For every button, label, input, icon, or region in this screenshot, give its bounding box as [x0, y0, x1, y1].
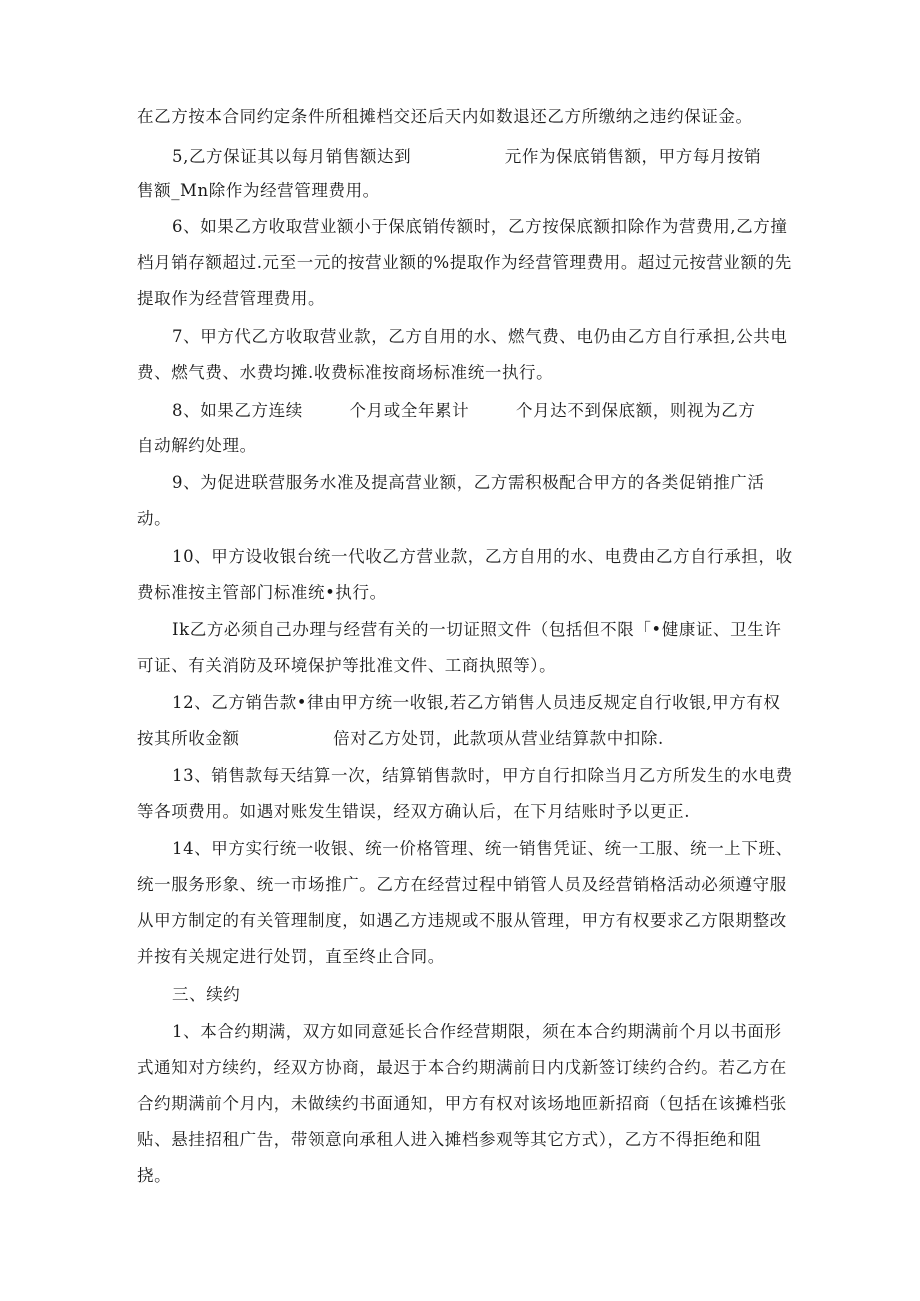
text-line: 并按有关规定进行处罚，直至终止合同。 — [137, 947, 445, 966]
text-line: 8、如果乙方连续 个月或全年累计 个月达不到保底额，则视为乙方 — [172, 401, 756, 420]
text-line: 13、销售款每天结算一次，结算销售款时，甲方自行扣除当月乙方所发生的水电费 — [172, 766, 793, 785]
text-line: 9、为促进联营服务水准及提高营业额，乙方需积极配合甲方的各类促销推广活 — [172, 473, 765, 492]
text-line: 7、甲方代乙方收取营业款，乙方自用的水、燃气费、电仍由乙方自行承担,公共电 — [172, 327, 788, 346]
text-line: 等各项费用。如遇对账发生错误，经双方确认后，在下月结账时予以更正. — [137, 802, 691, 821]
section-heading: 三、续约 — [172, 985, 241, 1004]
text-line: 10、甲方设收银台统一代收乙方营业款，乙方自用的水、电费由乙方自行承担，收 — [172, 547, 793, 566]
text-line: 1、本合约期满，双方如同意延长合作经营期限，须在本合约期满前个月以书面形 — [172, 1022, 782, 1041]
text-line: 自动解约处理。 — [137, 436, 257, 455]
text-line: 按其所收金额 倍对乙方处罚，此款项从营业结算款中扣除. — [137, 729, 664, 748]
text-line: 在乙方按本合同约定条件所租摊档交还后天内如数退还乙方所缴纳之违约保证金。 — [137, 107, 753, 126]
text-line: 合约期满前个月内，未做续约书面通知，甲方有权对该场地匝新招商（包括在该摊档张 — [137, 1094, 787, 1113]
text-line: 贴、悬挂招租广告，带领意向承租人进入摊档参观等其它方式），乙方不得拒绝和阻 — [137, 1130, 762, 1149]
text-line: 动。 — [137, 509, 172, 528]
text-line: 档月销存额超过.元至一元的按营业额的%提取作为经营管理费用。超过元按营业额的先 — [137, 253, 792, 272]
text-line: 费标准按主管部门标准统•执行。 — [137, 583, 387, 602]
text-line: 费、燃气费、水费均摊.收费标准按商场标准统一执行。 — [137, 363, 554, 382]
text-line: 14、甲方实行统一收银、统一价格管理、统一销售凭证、统一工服、统一上下班、 — [172, 839, 793, 858]
text-line: 可证、有关消防及环境保护等批准文件、工商执照等）。 — [137, 656, 557, 675]
text-line: 挠。 — [137, 1166, 172, 1185]
text-line: 从甲方制定的有关管理制度，如遇乙方违规或不服从管理，甲方有权要求乙方限期整改 — [137, 911, 787, 930]
text-line: 6、如果乙方收取营业额小于保底销传额时，乙方按保底额扣除作为营费用,乙方撞 — [172, 217, 788, 236]
text-line: 统一服务形象、统一市场推广。乙方在经营过程中销管人员及经营销格活动必须遵守服 — [137, 875, 787, 894]
text-line: Ik乙方必须自己办理与经营有关的一切证照文件（包括但不限「•健康证、卫生许 — [172, 620, 782, 639]
text-line: 12、乙方销告款•律由甲方统一收银,若乙方销售人员违反规定自行收银,甲方有权 — [172, 693, 781, 712]
text-line: 5,乙方保证其以每月销售额达到 元作为保底销售额，甲方每月按销 — [172, 147, 762, 166]
text-line: 售额_Mn除作为经营管理费用。 — [137, 181, 380, 200]
text-line: 式通知对方续约，经双方协商，最迟于本合约期满前日内戊新签订续约合约。若乙方在 — [137, 1058, 787, 1077]
text-line: 提取作为经营管理费用。 — [137, 289, 326, 308]
